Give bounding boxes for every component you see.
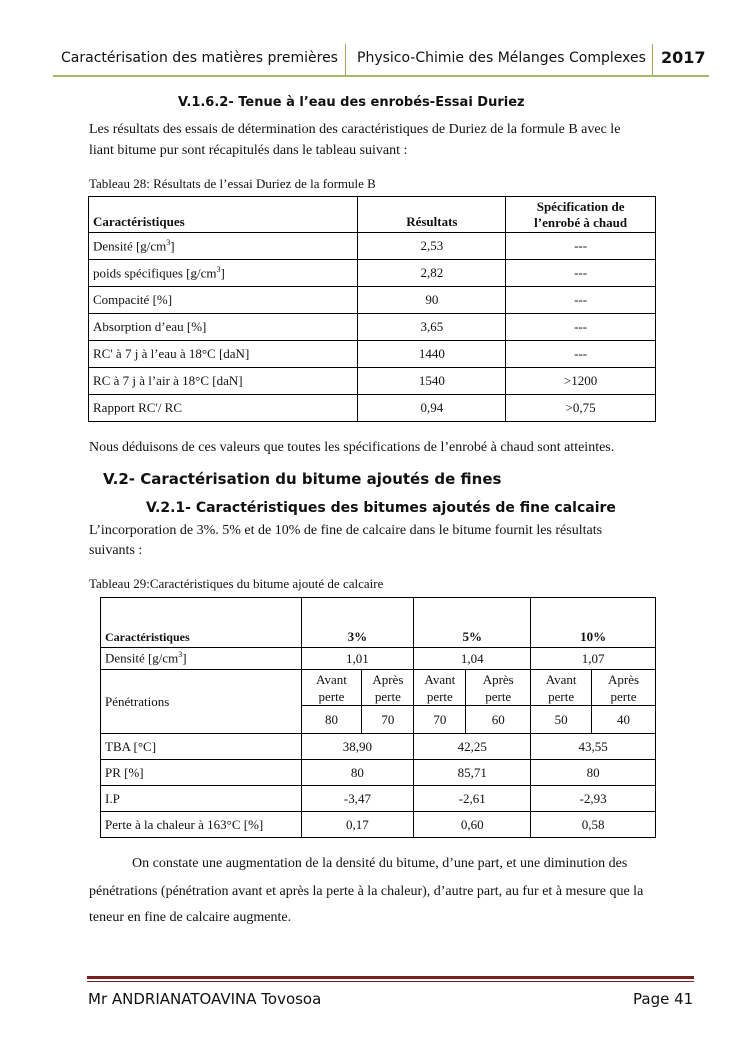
table-caption: Tableau 29:Caractéristiques du bitume ajouté de calcaire	[89, 576, 384, 591]
result-cell: 0,94	[358, 395, 506, 422]
table-cell: 1,01	[301, 648, 414, 670]
table-cell: 80	[301, 760, 414, 786]
table-cell: -3,47	[301, 786, 414, 812]
row-label: Densité $[g/cm^3]$	[101, 648, 302, 670]
spec-cell: ---	[506, 314, 656, 341]
result-cell: 1540	[358, 368, 506, 395]
column-header: Résultats	[358, 197, 506, 233]
subsection-heading-calcaire: V.2.1- Caractéristiques des bitumes ajoutés de fine calcaire	[146, 500, 616, 516]
table-cell: 40	[592, 706, 656, 734]
row-label: Densité $[g/cm^3]$	[89, 233, 358, 260]
row-label: TBA [°C]	[101, 734, 302, 760]
footer-author: Mr ANDRIANATOAVINA Tovosoa	[88, 990, 322, 1008]
row-label: Compacité [%]	[89, 287, 358, 314]
table-cell: 43,55	[531, 734, 656, 760]
result-cell: 90	[358, 287, 506, 314]
column-header: 10%	[531, 598, 656, 648]
footer-rule	[87, 981, 694, 982]
header-left-title: Caractérisation des matières premières	[61, 50, 338, 66]
row-label: Pénétrations	[101, 670, 302, 734]
calcaire-table	[100, 597, 656, 838]
header-divider	[652, 44, 653, 76]
row-label: Rapport RC'/ RC	[89, 395, 358, 422]
conclusion-text: pénétrations (pénétration avant et après la perte à la chaleur), d’autre part, au fur et à mesure que la	[89, 884, 644, 899]
intro-text: L’incorporation de 3%. 5% et de 10% de fine de calcaire dans le bitume fournit les résultats	[89, 523, 603, 538]
table-cell: 1,07	[531, 648, 656, 670]
row-label: RC' à 7 j à l’eau à 18°C [daN]	[89, 341, 358, 368]
table-cell: -2,61	[414, 786, 531, 812]
column-header: 3%	[301, 598, 414, 648]
table-cell: 70	[362, 706, 414, 734]
row-label: Perte à la chaleur à 163°C [%]	[101, 812, 302, 838]
table-cell: 38,90	[301, 734, 414, 760]
table-row	[101, 786, 656, 812]
row-label: I.P	[101, 786, 302, 812]
column-header: Caractéristiques	[89, 197, 358, 233]
conclusion-text: On constate une augmentation de la densité du bitume, d’une part, et une diminution des	[132, 856, 628, 871]
table-cell: 80	[301, 706, 362, 734]
row-label: poids spécifiques $[g/cm^3]$	[89, 260, 358, 287]
intro-text: suivants :	[89, 543, 143, 558]
header-year: 2017	[661, 48, 706, 67]
table-cell: 0,58	[531, 812, 656, 838]
row-label: RC à 7 j à l’air à 18°C [daN]	[89, 368, 358, 395]
table-row	[89, 287, 656, 314]
spec-cell: >1200	[506, 368, 656, 395]
section-heading-fines: V.2- Caractérisation du bitume ajoutés de fines	[103, 470, 502, 488]
row-label: Absorption d’eau [%]	[89, 314, 358, 341]
table-caption: Tableau 28: Résultats de l’essai Duriez de la formule B	[89, 176, 376, 191]
subheader-cell: Avant perte	[414, 670, 466, 706]
intro-text: Les résultats des essais de détermination des caractéristiques de Duriez de la formule B avec le	[89, 122, 621, 137]
spec-cell: >0,75	[506, 395, 656, 422]
spec-cell: ---	[506, 341, 656, 368]
column-header: 5%	[414, 598, 531, 648]
result-cell: 2,82	[358, 260, 506, 287]
table-cell: -2,93	[531, 786, 656, 812]
table-row	[89, 314, 656, 341]
spec-cell: ---	[506, 260, 656, 287]
duriez-table	[88, 196, 656, 422]
table-cell: 0,60	[414, 812, 531, 838]
table-cell: 60	[466, 706, 531, 734]
table-cell: 42,25	[414, 734, 531, 760]
subheader-cell: Après perte	[466, 670, 531, 706]
table-cell: 0,17	[301, 812, 414, 838]
row-label: PR [%]	[101, 760, 302, 786]
spec-cell: ---	[506, 287, 656, 314]
table-cell: 85,71	[414, 760, 531, 786]
table-row	[101, 812, 656, 838]
table-cell: 50	[531, 706, 592, 734]
column-header	[506, 197, 656, 233]
spec-cell: ---	[506, 233, 656, 260]
header-divider	[345, 44, 346, 76]
table-row	[89, 395, 656, 422]
conclusion-text: Nous déduisons de ces valeurs que toutes les spécifications de l’enrobé à chaud sont atteintes.	[89, 440, 615, 455]
result-cell: 1440	[358, 341, 506, 368]
subheader-cell: Avant perte	[531, 670, 592, 706]
table-cell: 70	[414, 706, 466, 734]
conclusion-text: teneur en fine de calcaire augmente.	[89, 910, 292, 925]
column-header-line: l’enrobé à chaud	[534, 214, 628, 230]
table-row	[89, 341, 656, 368]
table-row	[101, 734, 656, 760]
section-heading-duriez: V.1.6.2- Tenue à l’eau des enrobés-Essai Duriez	[178, 95, 525, 110]
column-header: Caractéristiques	[101, 598, 302, 648]
header-middle-title: Physico-Chimie des Mélanges Complexes	[357, 50, 646, 66]
table-cell: 80	[531, 760, 656, 786]
table-row	[89, 260, 656, 287]
subheader-cell: Après perte	[592, 670, 656, 706]
table-row	[89, 233, 656, 260]
table-cell: 1,04	[414, 648, 531, 670]
intro-text: liant bitume pur sont récapitulés dans le tableau suivant :	[89, 143, 408, 158]
result-cell: 2,53	[358, 233, 506, 260]
result-cell: 3,65	[358, 314, 506, 341]
column-header-line: Spécification de	[536, 198, 625, 214]
table-row	[101, 760, 656, 786]
subheader-cell: Après perte	[362, 670, 414, 706]
footer-rule	[87, 976, 694, 979]
table-row	[89, 368, 656, 395]
subheader-cell: Avant perte	[301, 670, 362, 706]
header-rule	[53, 75, 709, 77]
footer-page-number: Page 41	[633, 990, 694, 1008]
